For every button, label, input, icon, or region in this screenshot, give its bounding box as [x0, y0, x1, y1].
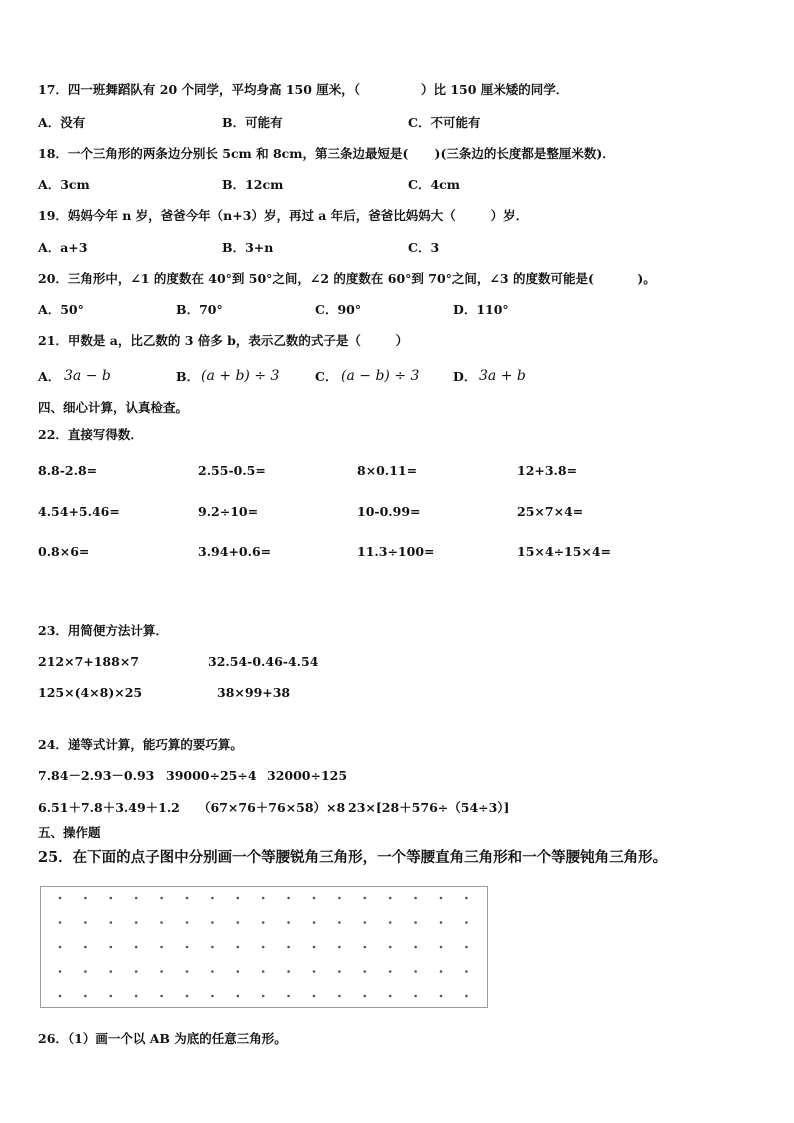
grid-dot: [211, 921, 214, 924]
grid-dot: [338, 946, 341, 949]
grid-dot: [465, 921, 468, 924]
grid-dot: [135, 970, 138, 973]
q18-option-a: A．3cm: [38, 177, 90, 192]
section-4-heading: 四、细心计算，认真检查。: [38, 400, 189, 415]
q22-item: 10-0.99=: [357, 504, 421, 519]
grid-dot: [160, 921, 163, 924]
grid-dot: [440, 921, 443, 924]
grid-dot: [338, 921, 341, 924]
grid-dot: [186, 970, 189, 973]
q23-item: 125×(4×8)×25: [38, 685, 143, 700]
q24-item: 39000÷25÷4: [166, 768, 257, 783]
q18-stem: 18．一个三角形的两条边分别长 5cm 和 8cm，第三条边最短是( )(三条边的长度都是整厘米数)．: [38, 146, 615, 161]
q23-item: 212×7+188×7: [38, 654, 140, 669]
grid-dot: [237, 995, 240, 998]
q17-stem: 17．四一班舞蹈队有 20 个同学，平均身高 150 厘米，（ ）比 150 厘米矮的同学．: [38, 82, 569, 97]
q19-option-b: B．3+n: [222, 240, 274, 255]
grid-dot: [440, 897, 443, 900]
q17-option-b: B．可能有: [222, 115, 283, 130]
grid-dot: [135, 946, 138, 949]
grid-dot: [440, 946, 443, 949]
grid-dot: [414, 995, 417, 998]
q22-item: 25×7×4=: [517, 504, 584, 519]
grid-dot: [211, 946, 214, 949]
grid-dot: [414, 921, 417, 924]
grid-dot: [287, 946, 290, 949]
q17-option-a: A．没有: [38, 115, 86, 130]
grid-dot: [160, 897, 163, 900]
grid-dot: [440, 970, 443, 973]
grid-dot: [110, 946, 113, 949]
grid-dot: [364, 897, 367, 900]
q19-option-c: C．3: [408, 240, 440, 255]
grid-dot: [389, 921, 392, 924]
q21-option-a-expr: 3a − b: [64, 368, 111, 384]
grid-dot: [84, 921, 87, 924]
grid-dot: [338, 970, 341, 973]
grid-dot: [84, 946, 87, 949]
q21-option-d-letter: D．: [453, 369, 477, 384]
q22-item: 0.8×6=: [38, 544, 90, 559]
q21-option-d-expr: 3a + b: [479, 368, 526, 384]
grid-dot: [440, 995, 443, 998]
grid-dot: [84, 897, 87, 900]
grid-dot: [465, 946, 468, 949]
q21-option-c-letter: C．: [315, 369, 338, 384]
grid-dot: [338, 995, 341, 998]
q21-option-b-expr: (a + b) ÷ 3: [201, 368, 280, 384]
grid-dot: [313, 995, 316, 998]
grid-dot: [186, 946, 189, 949]
q18-option-b: B．12cm: [222, 177, 284, 192]
grid-dot: [287, 897, 290, 900]
grid-dot: [135, 995, 138, 998]
grid-dot: [414, 970, 417, 973]
grid-dot: [262, 946, 265, 949]
grid-dot: [186, 995, 189, 998]
grid-dot: [135, 921, 138, 924]
q21-option-c-expr: (a − b) ÷ 3: [341, 368, 420, 384]
grid-dot: [59, 995, 62, 998]
q24-item: 7.84－2.93－0.93: [38, 768, 155, 783]
grid-dot: [313, 897, 316, 900]
grid-dot: [84, 970, 87, 973]
grid-dot: [110, 897, 113, 900]
q23-item: 38×99+38: [217, 685, 291, 700]
grid-dot: [364, 946, 367, 949]
q22-item: 9.2÷10=: [198, 504, 259, 519]
grid-dot: [59, 897, 62, 900]
q22-item: 4.54+5.46=: [38, 504, 120, 519]
grid-dot: [135, 897, 138, 900]
grid-dot: [211, 995, 214, 998]
grid-dot: [364, 970, 367, 973]
grid-dot: [160, 995, 163, 998]
q24-item: 23×[28＋576÷（54÷3）]: [348, 800, 510, 815]
grid-dot: [160, 970, 163, 973]
q26-title: 26．（1）画一个以 AB 为底的任意三角形。: [38, 1031, 287, 1046]
grid-dot: [237, 921, 240, 924]
q21-option-b-letter: B．: [176, 369, 200, 384]
q22-item: 3.94+0.6=: [198, 544, 272, 559]
q18-option-c: C．4cm: [408, 177, 460, 192]
q24-item: （67×76＋76×58）×8: [198, 800, 346, 815]
grid-dot: [59, 921, 62, 924]
grid-dot: [59, 946, 62, 949]
q21-stem: 21．甲数是 a，比乙数的 3 倍多 b，表示乙数的式子是（ ）: [38, 333, 409, 348]
q23-item: 32.54-0.46-4.54: [208, 654, 319, 669]
q23-title: 23．用简便方法计算．: [38, 623, 168, 638]
q19-stem: 19．妈妈今年 n 岁，爸爸今年（n+3）岁，再过 a 年后，爸爸比妈妈大（ ）岁．: [38, 208, 529, 223]
q20-option-d: D．110°: [453, 302, 509, 317]
grid-dot: [389, 897, 392, 900]
q20-option-b: B．70°: [176, 302, 223, 317]
grid-dot: [237, 946, 240, 949]
grid-dot: [211, 970, 214, 973]
grid-dot: [313, 970, 316, 973]
q19-option-a: A．a+3: [38, 240, 88, 255]
dot-grid[interactable]: [40, 886, 488, 1008]
grid-dot: [414, 946, 417, 949]
q25-title: 25．在下面的点子图中分别画一个等腰锐角三角形，一个等腰直角三角形和一个等腰钝角三角形。: [38, 849, 668, 866]
grid-dot: [389, 946, 392, 949]
grid-dot: [287, 921, 290, 924]
q21-option-a-letter: A．: [38, 369, 61, 384]
q22-title: 22．直接写得数．: [38, 427, 143, 442]
grid-dot: [338, 897, 341, 900]
grid-dot: [186, 921, 189, 924]
grid-dot: [313, 946, 316, 949]
q17-option-c: C．不可能有: [408, 115, 481, 130]
grid-dot: [262, 970, 265, 973]
q22-item: 12+3.8=: [517, 463, 578, 478]
q22-item: 15×4÷15×4=: [517, 544, 612, 559]
q20-option-a: A．50°: [38, 302, 84, 317]
grid-dot: [237, 897, 240, 900]
grid-dot: [59, 970, 62, 973]
grid-dot: [465, 995, 468, 998]
grid-dot: [389, 995, 392, 998]
grid-dot: [211, 897, 214, 900]
q24-item: 6.51＋7.8＋3.49＋1.2: [38, 800, 180, 815]
section-5-heading: 五、操作题: [38, 825, 101, 840]
grid-dot: [110, 995, 113, 998]
q24-title: 24．递等式计算，能巧算的要巧算。: [38, 737, 243, 752]
grid-dot: [262, 995, 265, 998]
dot-grid-canvas: [41, 887, 489, 1009]
q20-option-c: C．90°: [315, 302, 362, 317]
q22-item: 2.55-0.5=: [198, 463, 266, 478]
grid-dot: [262, 897, 265, 900]
grid-dot: [160, 946, 163, 949]
q24-item: 32000÷125: [267, 768, 348, 783]
q20-stem: 20．三角形中，∠1 的度数在 40°到 50°之间，∠2 的度数在 60°到 70°之间，∠3 的度数可能是( )。: [38, 271, 656, 286]
q22-item: 8×0.11=: [357, 463, 418, 478]
grid-dot: [465, 970, 468, 973]
grid-dot: [364, 995, 367, 998]
grid-dot: [313, 921, 316, 924]
grid-dot: [465, 897, 468, 900]
grid-dot: [110, 970, 113, 973]
grid-dot: [287, 970, 290, 973]
grid-dot: [414, 897, 417, 900]
grid-dot: [287, 995, 290, 998]
grid-dot: [110, 921, 113, 924]
grid-dot: [186, 897, 189, 900]
grid-dot: [364, 921, 367, 924]
grid-dot: [237, 970, 240, 973]
grid-dot: [84, 995, 87, 998]
grid-dot: [262, 921, 265, 924]
q22-item: 8.8-2.8=: [38, 463, 98, 478]
q22-item: 11.3÷100=: [357, 544, 435, 559]
grid-dot: [389, 970, 392, 973]
